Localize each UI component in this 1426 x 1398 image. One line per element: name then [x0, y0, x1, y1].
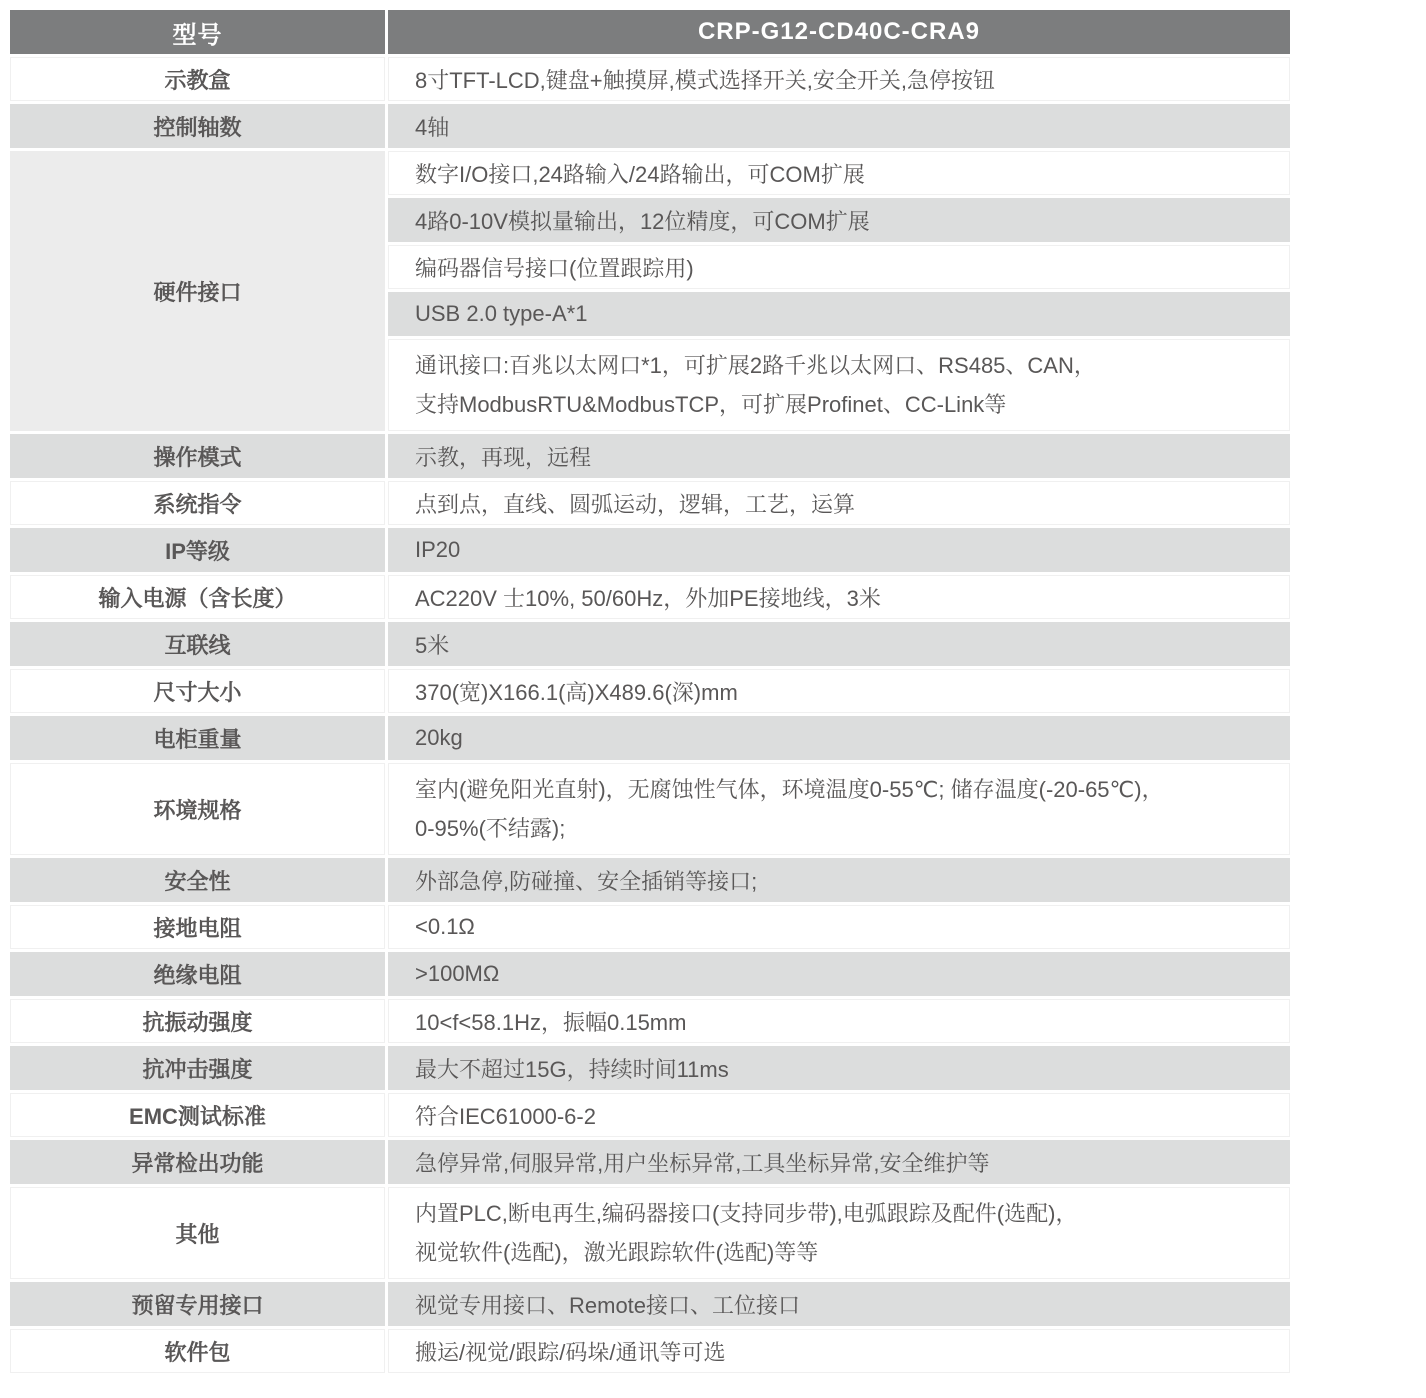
row-interconnect-cable	[10, 622, 1290, 666]
spec-value: 4轴	[388, 104, 1290, 148]
spec-label-hardware-interface: 硬件接口	[10, 151, 385, 431]
spec-label: 安全性	[10, 858, 385, 902]
model-header-value: CRP-G12-CD40C-CRA9	[388, 10, 1290, 54]
spec-label: 接地电阻	[10, 905, 385, 949]
row-others	[10, 1187, 1290, 1279]
spec-value: 370(宽)X166.1(高)X489.6(深)mm	[388, 669, 1290, 713]
spec-value: 8寸TFT-LCD,键盘+触摸屏,模式选择开关,安全开关,急停按钮	[388, 57, 1290, 101]
spec-value: 4路0-10V模拟量输出，12位精度，可COM扩展	[388, 198, 1290, 242]
spec-value-line2: 视觉软件(选配)，激光跟踪软件(选配)等等	[415, 1240, 819, 1265]
spec-label: 异常检出功能	[10, 1140, 385, 1184]
spec-label: 操作模式	[10, 434, 385, 478]
row-dimensions	[10, 669, 1290, 713]
spec-value-line2: 支持ModbusRTU&ModbusTCP，可扩展Profinet、CC-Link等	[415, 392, 1007, 417]
row-teach-pendant	[10, 57, 1290, 101]
spec-value: 最大不超过15G，持续时间11ms	[388, 1046, 1290, 1090]
row-vibration-resistance	[10, 999, 1290, 1043]
row-anomaly-detection	[10, 1140, 1290, 1184]
spec-label: 尺寸大小	[10, 669, 385, 713]
row-shock-resistance	[10, 1046, 1290, 1090]
spec-value: AC220V 士10%, 50/60Hz，外加PE接地线，3米	[388, 575, 1290, 619]
spec-label: 电柜重量	[10, 716, 385, 760]
spec-label: 控制轴数	[10, 104, 385, 148]
row-emc-standard	[10, 1093, 1290, 1137]
spec-label: 绝缘电阻	[10, 952, 385, 996]
spec-value: 20kg	[388, 716, 1290, 760]
spec-label: 预留专用接口	[10, 1282, 385, 1326]
row-input-power	[10, 575, 1290, 619]
row-software-package	[10, 1329, 1290, 1373]
spec-value-line1: 室内(避免阳光直射)，无腐蚀性气体，环境温度0-55℃; 储存温度(-20-65℃)，	[415, 777, 1164, 802]
spec-value: IP20	[388, 528, 1290, 572]
spec-table	[7, 7, 1293, 1376]
spec-label: 环境规格	[10, 763, 385, 855]
spec-label: EMC测试标准	[10, 1093, 385, 1137]
row-reserved-interfaces	[10, 1282, 1290, 1326]
spec-label: IP等级	[10, 528, 385, 572]
spec-value: >100MΩ	[388, 952, 1290, 996]
spec-value: 编码器信号接口(位置跟踪用)	[388, 245, 1290, 289]
spec-value	[388, 1187, 1290, 1279]
spec-label: 互联线	[10, 622, 385, 666]
model-header-label: 型号	[10, 10, 385, 54]
spec-value: 视觉专用接口、Remote接口、工位接口	[388, 1282, 1290, 1326]
spec-value: 数字I/O接口,24路输入/24路输出，可COM扩展	[388, 151, 1290, 195]
row-insulation-resistance	[10, 952, 1290, 996]
spec-value: 外部急停,防碰撞、安全插销等接口;	[388, 858, 1290, 902]
spec-label: 示教盒	[10, 57, 385, 101]
spec-value: 急停异常,伺服异常,用户坐标异常,工具坐标异常,安全维护等	[388, 1140, 1290, 1184]
spec-value-line1: 内置PLC,断电再生,编码器接口(支持同步带),电弧跟踪及配件(选配)，	[415, 1201, 1078, 1226]
spec-label: 软件包	[10, 1329, 385, 1373]
spec-value-line2: 0-95%(不结露);	[415, 816, 566, 841]
spec-label: 抗振动强度	[10, 999, 385, 1043]
spec-value: 符合IEC61000-6-2	[388, 1093, 1290, 1137]
spec-value: 10<f<58.1Hz，振幅0.15mm	[388, 999, 1290, 1043]
spec-value: 示教，再现，远程	[388, 434, 1290, 478]
spec-value: 搬运/视觉/跟踪/码垛/通讯等可选	[388, 1329, 1290, 1373]
row-control-axes	[10, 104, 1290, 148]
row-environment	[10, 763, 1290, 855]
row-cabinet-weight	[10, 716, 1290, 760]
spec-label: 系统指令	[10, 481, 385, 525]
spec-value	[388, 339, 1290, 431]
row-hardware-digital-io	[10, 151, 1290, 195]
spec-label: 其他	[10, 1187, 385, 1279]
row-ip-rating	[10, 528, 1290, 572]
spec-value: <0.1Ω	[388, 905, 1290, 949]
row-operation-mode	[10, 434, 1290, 478]
table-header-row	[10, 10, 1290, 54]
spec-value	[388, 763, 1290, 855]
row-ground-resistance	[10, 905, 1290, 949]
spec-label: 抗冲击强度	[10, 1046, 385, 1090]
row-system-commands	[10, 481, 1290, 525]
spec-label: 输入电源（含长度）	[10, 575, 385, 619]
spec-value: 5米	[388, 622, 1290, 666]
row-safety	[10, 858, 1290, 902]
spec-value-line1: 通讯接口:百兆以太网口*1，可扩展2路千兆以太网口、RS485、CAN，	[415, 353, 1096, 378]
spec-value: 点到点，直线、圆弧运动，逻辑，工艺，运算	[388, 481, 1290, 525]
spec-value: USB 2.0 type-A*1	[388, 292, 1290, 336]
